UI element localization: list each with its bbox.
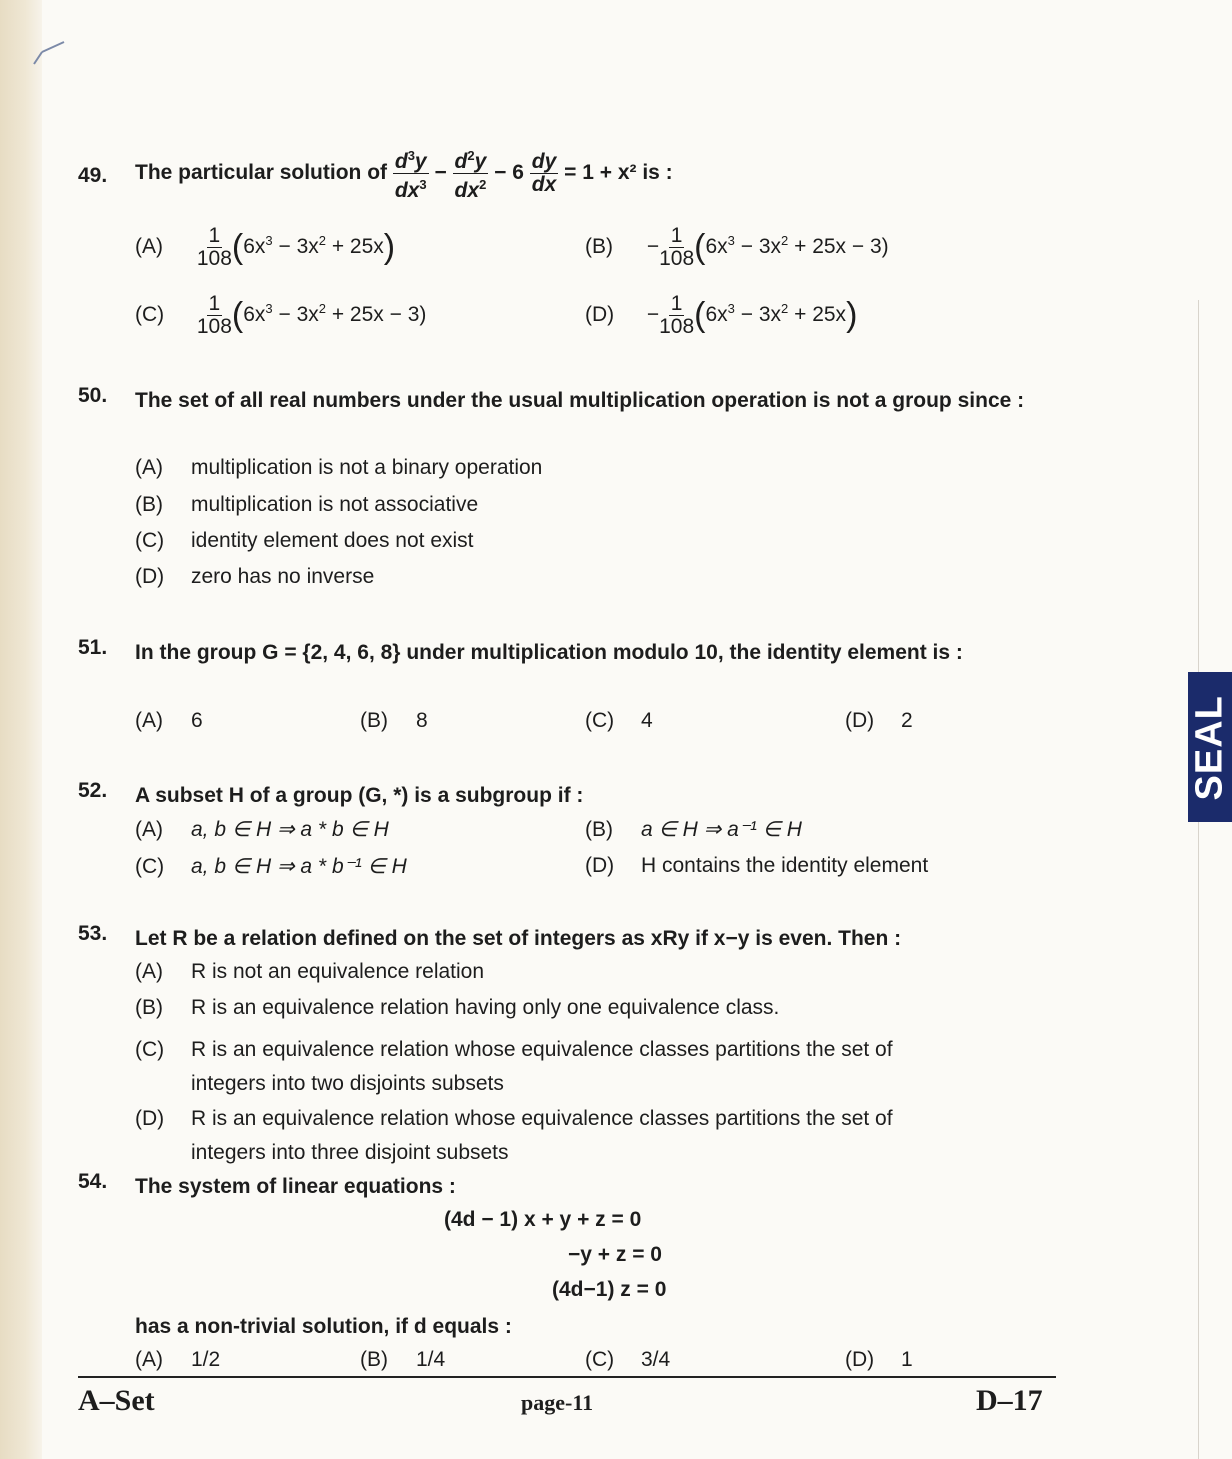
set-label: A–Set <box>78 1384 155 1417</box>
question-stem: The system of linear equations : <box>135 1175 456 1198</box>
option-c[interactable] <box>585 1348 670 1372</box>
stem-prefix: The particular solution of <box>135 161 388 185</box>
option-b[interactable] <box>360 709 428 733</box>
option-text: 2 <box>901 709 913 732</box>
option-label: (D) <box>585 854 615 877</box>
option-tail: − 3) <box>383 303 427 327</box>
option-d[interactable]: (D) − $\frac{1}{108}$ $(6x^3 - 3x^2 + 25x)$ <box>585 292 858 338</box>
question-number: 49. <box>78 164 108 187</box>
question-49 <box>78 145 1063 350</box>
option-label: (C) <box>585 1348 615 1371</box>
option-c[interactable] <box>135 1033 893 1101</box>
fraction-d3y-dx3: $\frac{d^3y}{dx^3}$ <box>393 145 429 202</box>
option-a[interactable] <box>135 709 203 733</box>
option-a[interactable] <box>135 456 542 480</box>
option-text: 1 <box>901 1348 913 1371</box>
question-number: 52. <box>78 779 108 802</box>
option-text: a, b ∈ H ⇒ a * b⁻¹ ∈ H <box>191 855 407 878</box>
pen-tick-mark <box>30 38 70 68</box>
option-text: 4 <box>641 709 653 732</box>
question-stem: In the group G = {2, 4, 6, 8} under multiplication modulo 10, the identity element is : <box>135 641 963 664</box>
option-label: (A) <box>135 1348 163 1371</box>
option-tail: − 3) <box>846 235 889 259</box>
option-d[interactable] <box>585 854 928 878</box>
fraction-1-108: $\frac{1}{108}$ <box>196 292 232 338</box>
option-d[interactable] <box>135 1102 893 1170</box>
fraction-d2y-dx2: $\frac{d^2y}{dx^2}$ <box>453 145 489 202</box>
option-text-line1: R is an equivalence relation whose equivalence classes partitions the set of <box>191 1107 893 1130</box>
option-label: (C) <box>585 709 615 732</box>
fraction-1-108: $\frac{1}{108}$ <box>196 224 232 270</box>
option-label: (D) <box>845 1348 875 1371</box>
footer-rule <box>78 1376 1056 1378</box>
option-text-line1: R is an equivalence relation whose equivalence classes partitions the set of <box>191 1038 893 1061</box>
option-label: (A) <box>135 960 163 983</box>
equation-1: (4d − 1) x + y + z = 0 <box>444 1208 642 1231</box>
paper-binding-edge <box>0 0 42 1459</box>
option-a[interactable] <box>135 960 484 984</box>
option-label: (A) <box>135 709 163 732</box>
option-text: 6 <box>191 709 203 732</box>
option-c[interactable] <box>135 529 474 553</box>
option-label: (C) <box>135 303 165 327</box>
question-number: 53. <box>78 922 108 945</box>
option-text: 1/2 <box>191 1348 221 1371</box>
option-a[interactable]: (A) $\frac{1}{108}$ $(6x^3 - 3x^2 + 25x)$ <box>135 224 396 270</box>
question-condition: has a non-trivial solution, if d equals : <box>135 1315 512 1338</box>
option-a[interactable] <box>135 817 389 842</box>
option-label: (B) <box>585 818 613 841</box>
option-text: 3/4 <box>641 1348 671 1371</box>
option-b[interactable]: (B) − $\frac{1}{108}$ $(6x^3 - 3x^2 + 25x - 3)$ <box>585 224 889 270</box>
equation-2: −y + z = 0 <box>568 1243 662 1266</box>
option-label: (B) <box>360 1348 388 1371</box>
option-text: R is an equivalence relation having only one equivalence class. <box>191 996 780 1019</box>
option-label: (B) <box>360 709 388 732</box>
option-text: 8 <box>416 709 428 732</box>
option-label: (A) <box>135 456 163 479</box>
next-page-edge <box>1198 300 1232 1459</box>
option-label: (C) <box>135 529 165 552</box>
option-c[interactable]: (C) $\frac{1}{108}$ $(6x^3 - 3x^2 + 25x - 3)$ <box>135 292 427 338</box>
option-label: (B) <box>135 493 163 516</box>
option-d[interactable] <box>135 565 374 589</box>
option-label: (C) <box>135 855 165 878</box>
fraction-1-108: $\frac{1}{108}$ <box>659 224 695 270</box>
question-stem: The particular solution of $\frac{d^3y}{dx^3}$ − $\frac{d^2y}{dx^2}$ − 6 $\frac{dy}{dx}$ = 1 + x² is : <box>135 145 673 202</box>
question-50 <box>78 384 1063 594</box>
question-53 <box>78 922 1063 1167</box>
option-text: R is not an equivalence relation <box>191 960 485 983</box>
page-number: page-11 <box>521 1390 594 1415</box>
fraction-1-108: $\frac{1}{108}$ <box>659 292 695 338</box>
question-number: 51. <box>78 636 108 659</box>
question-number: 54. <box>78 1170 108 1193</box>
option-b[interactable] <box>135 996 779 1020</box>
option-label: (A) <box>135 818 163 841</box>
option-label: (D) <box>135 1107 165 1130</box>
question-51 <box>78 636 1063 741</box>
seal-label: SEAL <box>1188 695 1231 801</box>
option-text: zero has no inverse <box>191 565 375 588</box>
question-52 <box>78 779 1063 889</box>
option-label: (D) <box>845 709 875 732</box>
paper-code: D–17 <box>976 1384 1043 1417</box>
option-b[interactable] <box>135 493 478 517</box>
option-text: identity element does not exist <box>191 529 474 552</box>
option-text: 1/4 <box>416 1348 446 1371</box>
option-text: H contains the identity element <box>641 854 929 877</box>
option-text-line2: integers into three disjoint subsets <box>191 1141 509 1164</box>
option-text: a, b ∈ H ⇒ a * b ∈ H <box>191 818 389 841</box>
option-text: multiplication is not associative <box>191 493 479 516</box>
option-a[interactable] <box>135 1348 220 1372</box>
option-d[interactable] <box>845 709 913 733</box>
option-sign: − <box>646 235 660 259</box>
question-stem: A subset H of a group (G, *) is a subgroup if : <box>135 784 584 807</box>
option-label: (D) <box>585 303 615 327</box>
seal-tab <box>1188 672 1232 822</box>
option-sign: − <box>646 303 660 327</box>
option-d[interactable] <box>845 1348 913 1372</box>
option-label: (C) <box>135 1038 165 1061</box>
option-c[interactable] <box>585 709 653 733</box>
option-b[interactable] <box>360 1348 445 1372</box>
option-text: a ∈ H ⇒ a⁻¹ ∈ H <box>641 818 802 841</box>
option-label: (D) <box>135 565 165 588</box>
option-label: (A) <box>135 235 163 259</box>
equation-3: (4d−1) z = 0 <box>552 1278 667 1301</box>
option-tail: ) <box>383 228 396 266</box>
option-label: (B) <box>585 235 613 259</box>
question-54 <box>78 1170 1063 1375</box>
fraction-dy-dx: $\frac{dy}{dx}$ <box>531 150 557 196</box>
question-stem: Let R be a relation defined on the set of integers as xRy if x−y is even. Then : <box>135 927 902 950</box>
option-text: multiplication is not a binary operation <box>191 456 543 479</box>
option-label: (B) <box>135 996 163 1019</box>
option-b[interactable] <box>585 817 802 842</box>
question-number: 50. <box>78 384 108 407</box>
option-c[interactable] <box>135 854 407 879</box>
stem-suffix: = 1 + x² is : <box>564 161 673 185</box>
option-text-line2: integers into two disjoints subsets <box>191 1072 504 1095</box>
question-stem: The set of all real numbers under the usual multiplication operation is not a group since : <box>135 389 1025 412</box>
option-tail: ) <box>846 296 858 334</box>
